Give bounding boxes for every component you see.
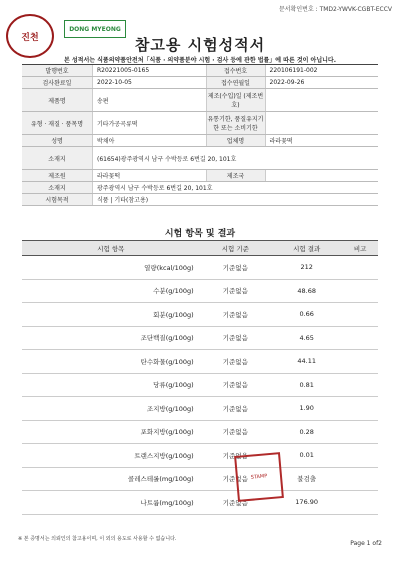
value: R20221005-0165 bbox=[97, 67, 150, 74]
document-number: 문서확인번호 : TMD2-YWVK-CGBT-ECCV bbox=[278, 6, 392, 13]
cell-note bbox=[342, 279, 378, 303]
cell-note bbox=[342, 444, 378, 468]
info-table bbox=[22, 64, 378, 206]
label: 접수연월일 bbox=[206, 77, 266, 88]
value: 박채아 bbox=[97, 138, 115, 145]
cell-item: 당류(g/100g) bbox=[22, 373, 200, 397]
label: 제조원 bbox=[22, 170, 93, 181]
cell-note bbox=[342, 326, 378, 350]
cell-result: 0.28 bbox=[271, 420, 342, 444]
table-row bbox=[22, 420, 378, 444]
cell-note bbox=[342, 256, 378, 280]
value: 라라꽃떡 bbox=[97, 173, 121, 180]
value: 라라꽃떡 bbox=[269, 138, 293, 145]
cell-item: 콜레스테롤(mg/100g) bbox=[22, 467, 200, 491]
cell-result: 44.11 bbox=[271, 350, 342, 374]
info-row bbox=[22, 77, 378, 89]
value: 송편 bbox=[97, 97, 109, 105]
value: 220106191-002 bbox=[269, 67, 318, 74]
label: 시험목적 bbox=[22, 194, 93, 205]
value: 식품 | 기타(참고용) bbox=[97, 197, 149, 204]
label: 제조(수입)일 (제조번호) bbox=[206, 89, 266, 111]
header-cell: 시험 결과 bbox=[271, 241, 342, 256]
info-row bbox=[22, 182, 378, 194]
info-row bbox=[22, 170, 378, 182]
seal-logo: 진천 bbox=[6, 14, 54, 58]
label: 소재지 bbox=[22, 182, 93, 193]
cell-standard: 기준없음 bbox=[200, 350, 271, 374]
results-table bbox=[22, 240, 378, 515]
cell-note bbox=[342, 397, 378, 421]
label: 발행번호 bbox=[22, 65, 93, 76]
table-row bbox=[22, 350, 378, 374]
info-row bbox=[22, 65, 378, 77]
table-row bbox=[22, 444, 378, 468]
cell-standard: 기준없음 bbox=[200, 491, 271, 515]
cell-result: 1.90 bbox=[271, 397, 342, 421]
label: 제조국 bbox=[206, 170, 266, 181]
page-title: 참고용 시험성적서 bbox=[134, 36, 266, 54]
label: 검사완료일 bbox=[22, 77, 93, 88]
cell-standard: 기준없음 bbox=[200, 373, 271, 397]
info-row bbox=[22, 135, 378, 147]
label: 업체명 bbox=[206, 135, 266, 146]
cell-result: 불검출 bbox=[271, 467, 342, 491]
results-header-row bbox=[22, 241, 378, 256]
value: 2022-10-05 bbox=[97, 79, 132, 86]
label: 소재지 bbox=[22, 147, 93, 169]
cell-note bbox=[342, 350, 378, 374]
table-row bbox=[22, 467, 378, 491]
info-row bbox=[22, 112, 378, 135]
cell-note bbox=[342, 420, 378, 444]
cell-result: 4.65 bbox=[271, 326, 342, 350]
table-row bbox=[22, 326, 378, 350]
cell-standard: 기준없음 bbox=[200, 397, 271, 421]
cell-note bbox=[342, 491, 378, 515]
cell-standard: 기준없음 bbox=[200, 256, 271, 280]
header-cell: 시험 항목 bbox=[22, 241, 200, 256]
label: 성명 bbox=[22, 135, 93, 146]
info-row bbox=[22, 194, 378, 206]
label: 제품명 bbox=[22, 89, 93, 111]
info-row bbox=[22, 89, 378, 112]
cell-result: 48.68 bbox=[271, 279, 342, 303]
header-cell: 비고 bbox=[342, 241, 378, 256]
cell-item: 회분(g/100g) bbox=[22, 303, 200, 327]
cell-standard: 기준없음 bbox=[200, 444, 271, 468]
cell-note bbox=[342, 467, 378, 491]
table-row bbox=[22, 373, 378, 397]
label: 유형 · 재질 · 품목명 bbox=[22, 112, 93, 134]
label: 유통기한, 품질유지기한 또는 소비기한 bbox=[206, 112, 266, 134]
page-number: Page 1 of2 bbox=[350, 540, 382, 547]
cell-result: 0.81 bbox=[271, 373, 342, 397]
value: 광주광역시 남구 수박등로 6번길 20, 101호 bbox=[97, 185, 213, 192]
cell-standard: 기준없음 bbox=[200, 279, 271, 303]
label: 접수번호 bbox=[206, 65, 266, 76]
cell-standard: 기준없음 bbox=[200, 326, 271, 350]
table-row bbox=[22, 279, 378, 303]
cell-result: 0.66 bbox=[271, 303, 342, 327]
table-row bbox=[22, 491, 378, 515]
table-row bbox=[22, 303, 378, 327]
cell-result: 212 bbox=[271, 256, 342, 280]
approval-stamp: STAMP bbox=[234, 452, 284, 502]
cell-standard: 기준없음 bbox=[200, 467, 271, 491]
cell-item: 나트륨(mg/100g) bbox=[22, 491, 200, 515]
cell-item: 탄수화물(g/100g) bbox=[22, 350, 200, 374]
value: (61654)광주광역시 남구 수박등로 6번길 20, 101호 bbox=[97, 155, 237, 163]
cell-item: 조지방(g/100g) bbox=[22, 397, 200, 421]
info-row bbox=[22, 147, 378, 170]
footer-note: ※ 본 증명서는 의뢰인의 참고용이며, 이 외의 용도로 사용할 수 없습니다. bbox=[18, 536, 177, 542]
cell-note bbox=[342, 373, 378, 397]
company-logo: DONG MYEONG bbox=[64, 20, 126, 38]
table-row bbox=[22, 256, 378, 280]
table-row bbox=[22, 397, 378, 421]
cell-note bbox=[342, 303, 378, 327]
cell-item: 수분(g/100g) bbox=[22, 279, 200, 303]
cell-result: 176.90 bbox=[271, 491, 342, 515]
header-cell: 시험 기준 bbox=[200, 241, 271, 256]
value: 기타가공곡류떡 bbox=[97, 120, 138, 128]
results-title: 시험 항목 및 결과 bbox=[164, 229, 236, 239]
cell-standard: 기준없음 bbox=[200, 303, 271, 327]
cell-standard: 기준없음 bbox=[200, 420, 271, 444]
value: 2022-09-26 bbox=[269, 79, 305, 86]
notice-text: 본 성적서는 식품의약품안전처「식품 · 의약품분야 시험 · 검사 등에 관한 법률」에 따른 것이 아닙니다. bbox=[63, 57, 337, 64]
cell-item: 열량(kcal/100g) bbox=[22, 256, 200, 280]
cell-result: 0.01 bbox=[271, 444, 342, 468]
cell-item: 트랜스지방(g/100g) bbox=[22, 444, 200, 468]
cell-item: 포화지방(g/100g) bbox=[22, 420, 200, 444]
cell-item: 조단백질(g/100g) bbox=[22, 326, 200, 350]
